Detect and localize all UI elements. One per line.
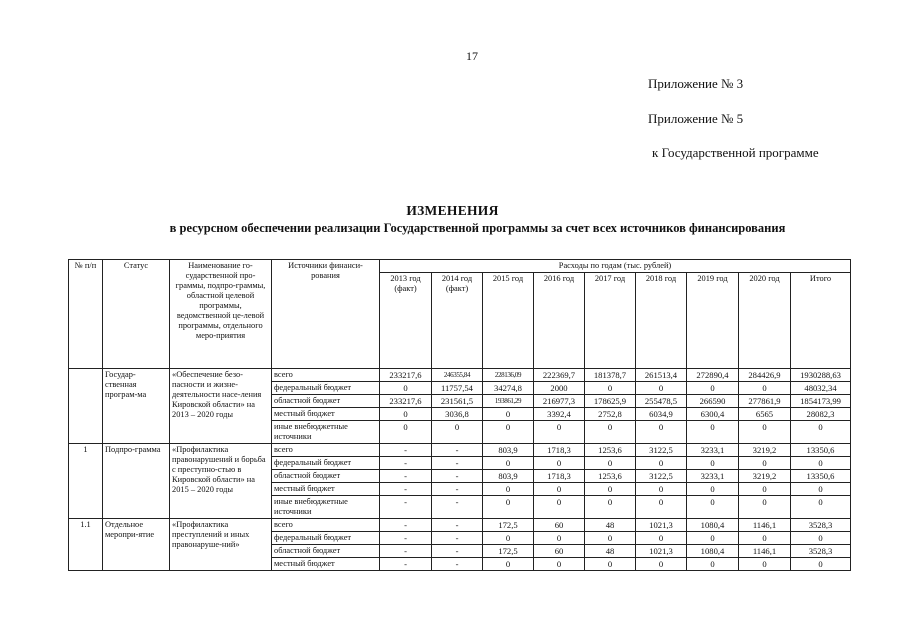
value-cell: 216977,3 [534,395,585,408]
value-cell: 3036,8 [432,408,483,421]
source-cell: иные внебюджетные источники [272,421,380,444]
value-cell: 3392,4 [534,408,585,421]
value-cell: - [380,519,432,532]
value-cell: - [380,558,432,571]
header-year-5: 2018 год [636,273,687,369]
value-cell: - [380,470,432,483]
value-cell: 34274,8 [483,382,534,395]
table-row [69,444,851,457]
value-cell: 6300,4 [687,408,739,421]
source-cell: областной бюджет [272,470,380,483]
source-cell: федеральный бюджет [272,382,380,395]
value-cell: 0 [636,558,687,571]
appendix-line-3: к Государственной программе [652,145,819,160]
source-cell: иные внебюджетные источники [272,496,380,519]
value-cell: 3219,2 [739,444,791,457]
source-cell: федеральный бюджет [272,457,380,470]
header-name: Наименование го-сударственной про-граммы, подпро-граммы, областной целевой программы, ведомственной це-левой программы, отдельного меро-приятия [170,260,272,369]
value-cell: 0 [636,496,687,519]
source-cell: федеральный бюджет [272,532,380,545]
value-cell: 178625,9 [585,395,636,408]
source-cell: всего [272,369,380,382]
table-row [69,519,851,532]
value-cell: 0 [432,421,483,444]
value-cell: 1854173,99 [791,395,851,408]
source-cell: всего [272,519,380,532]
value-cell: - [432,470,483,483]
value-cell: 0 [483,483,534,496]
document-title: ИЗМЕНЕНИЯ [406,203,499,218]
value-cell: 3219,2 [739,470,791,483]
value-cell: 0 [687,421,739,444]
value-cell: - [432,457,483,470]
value-cell: - [432,519,483,532]
block-name: «Профилактика правонарушений и борьба с преступно-стью в Кировской области» на 2015 – 2020 годы [170,444,272,519]
value-cell: 1146,1 [739,545,791,558]
value-cell: 0 [636,421,687,444]
table-row [69,369,851,382]
value-cell: 172,5 [483,545,534,558]
value-cell: 0 [483,532,534,545]
value-cell: 1718,3 [534,444,585,457]
value-cell: 172,5 [483,519,534,532]
value-cell: 0 [534,483,585,496]
value-cell: 3122,5 [636,470,687,483]
value-cell: 3122,5 [636,444,687,457]
value-cell: 233217,6 [380,369,432,382]
value-cell: 0 [636,457,687,470]
value-cell: 0 [791,457,851,470]
value-cell: 1930288,63 [791,369,851,382]
value-cell: 0 [585,457,636,470]
header-sources: Источники финанси-рования [272,260,380,369]
value-cell: 6565 [739,408,791,421]
value-cell: 1146,1 [739,519,791,532]
source-cell: местный бюджет [272,558,380,571]
value-cell: 284426,9 [739,369,791,382]
value-cell: 60 [534,519,585,532]
value-cell: 48 [585,519,636,532]
value-cell: 0 [687,483,739,496]
value-cell: 277861,9 [739,395,791,408]
value-cell: 0 [636,382,687,395]
value-cell: 11757,54 [432,382,483,395]
value-cell: 1718,3 [534,470,585,483]
value-cell: - [432,496,483,519]
value-cell: 0 [687,558,739,571]
value-cell: - [432,532,483,545]
source-cell: местный бюджет [272,408,380,421]
value-cell: 0 [534,421,585,444]
value-cell: 0 [380,408,432,421]
document-subtitle: в ресурсном обеспечении реализации Государственной программы за счет всех источников финансирования [169,221,786,235]
value-cell: - [432,558,483,571]
value-cell: 3528,3 [791,519,851,532]
value-cell: 1080,4 [687,519,739,532]
value-cell: 0 [791,558,851,571]
value-cell: - [380,496,432,519]
value-cell: 246355,84 [432,369,483,382]
value-cell: 0 [534,457,585,470]
block-name: «Профилактика преступлений и иных правонаруше-ний» [170,519,272,571]
header-num: № п/п [69,260,103,369]
value-cell: 0 [483,457,534,470]
value-cell: 3233,1 [687,470,739,483]
value-cell: 13350,6 [791,470,851,483]
value-cell: 13350,6 [791,444,851,457]
value-cell: - [380,483,432,496]
header-status: Статус [103,260,170,369]
value-cell: 0 [585,496,636,519]
value-cell: 0 [585,483,636,496]
value-cell: - [432,444,483,457]
value-cell: 1080,4 [687,545,739,558]
header-year-2: 2015 год [483,273,534,369]
value-cell: 0 [636,483,687,496]
value-cell: 1253,6 [585,444,636,457]
value-cell: 0 [791,532,851,545]
header-year-7: 2020 год [739,273,791,369]
value-cell: 0 [739,558,791,571]
value-cell: - [380,457,432,470]
value-cell: 0 [483,408,534,421]
value-cell: 0 [739,532,791,545]
value-cell: 0 [380,421,432,444]
value-cell: 0 [585,421,636,444]
block-status: Подпро-грамма [103,444,170,519]
value-cell: 0 [483,496,534,519]
block-num: 1 [69,444,103,519]
value-cell: 0 [687,532,739,545]
value-cell: 0 [534,558,585,571]
value-cell: 0 [380,382,432,395]
value-cell: 0 [687,457,739,470]
value-cell: - [380,444,432,457]
header-year-1: 2014 год (факт) [432,273,483,369]
value-cell: - [380,532,432,545]
appendix-line-1: Приложение № 3 [648,76,744,91]
value-cell: 803,9 [483,470,534,483]
value-cell: 0 [791,483,851,496]
value-cell: 0 [687,382,739,395]
value-cell: 48032,34 [791,382,851,395]
value-cell: 0 [739,457,791,470]
block-status: Государ-ственная програм-ма [103,369,170,444]
value-cell: 3233,1 [687,444,739,457]
header-expenses: Расходы по годам (тыс. рублей) [380,260,851,273]
value-cell: 255478,5 [636,395,687,408]
block-num [69,369,103,444]
value-cell: 181378,7 [585,369,636,382]
source-cell: областной бюджет [272,395,380,408]
value-cell: 0 [585,558,636,571]
header-year-4: 2017 год [585,273,636,369]
value-cell: 1253,6 [585,470,636,483]
value-cell: 48 [585,545,636,558]
value-cell: 0 [687,496,739,519]
value-cell: 0 [585,382,636,395]
block-name: «Обеспечение безо-пасности и жизне-деятельности насе-ления Кировской области» на 2013 – 2020 годы [170,369,272,444]
header-year-6: 2019 год [687,273,739,369]
resource-table [68,259,851,571]
value-cell: 233217,6 [380,395,432,408]
block-status: Отдельное меропри-ятие [103,519,170,571]
header-row-1 [69,260,851,273]
value-cell: 0 [483,421,534,444]
source-cell: местный бюджет [272,483,380,496]
value-cell: 0 [739,496,791,519]
header-year-3: 2016 год [534,273,585,369]
value-cell: 0 [534,496,585,519]
page-number: 17 [466,49,478,63]
value-cell: 1021,3 [636,545,687,558]
value-cell: - [380,545,432,558]
value-cell: 193861,29 [483,395,534,408]
value-cell: 0 [739,483,791,496]
value-cell: 0 [483,558,534,571]
value-cell: 6034,9 [636,408,687,421]
value-cell: 272890,4 [687,369,739,382]
value-cell: 0 [791,421,851,444]
header-year-8: Итого [791,273,851,369]
block-num: 1.1 [69,519,103,571]
value-cell: 222369,7 [534,369,585,382]
value-cell: 0 [791,496,851,519]
value-cell: 266590 [687,395,739,408]
source-cell: областной бюджет [272,545,380,558]
value-cell: 0 [585,532,636,545]
value-cell: 231561,5 [432,395,483,408]
value-cell: 0 [534,532,585,545]
value-cell: 228136,09 [483,369,534,382]
value-cell: - [432,545,483,558]
value-cell: 2752,8 [585,408,636,421]
value-cell: 2000 [534,382,585,395]
value-cell: 0 [739,421,791,444]
header-year-0: 2013 год (факт) [380,273,432,369]
value-cell: 28082,3 [791,408,851,421]
value-cell: 0 [636,532,687,545]
value-cell: - [432,483,483,496]
source-cell: всего [272,444,380,457]
appendix-line-2: Приложение № 5 [648,111,744,126]
value-cell: 60 [534,545,585,558]
value-cell: 261513,4 [636,369,687,382]
value-cell: 0 [739,382,791,395]
value-cell: 803,9 [483,444,534,457]
value-cell: 1021,3 [636,519,687,532]
value-cell: 3528,3 [791,545,851,558]
